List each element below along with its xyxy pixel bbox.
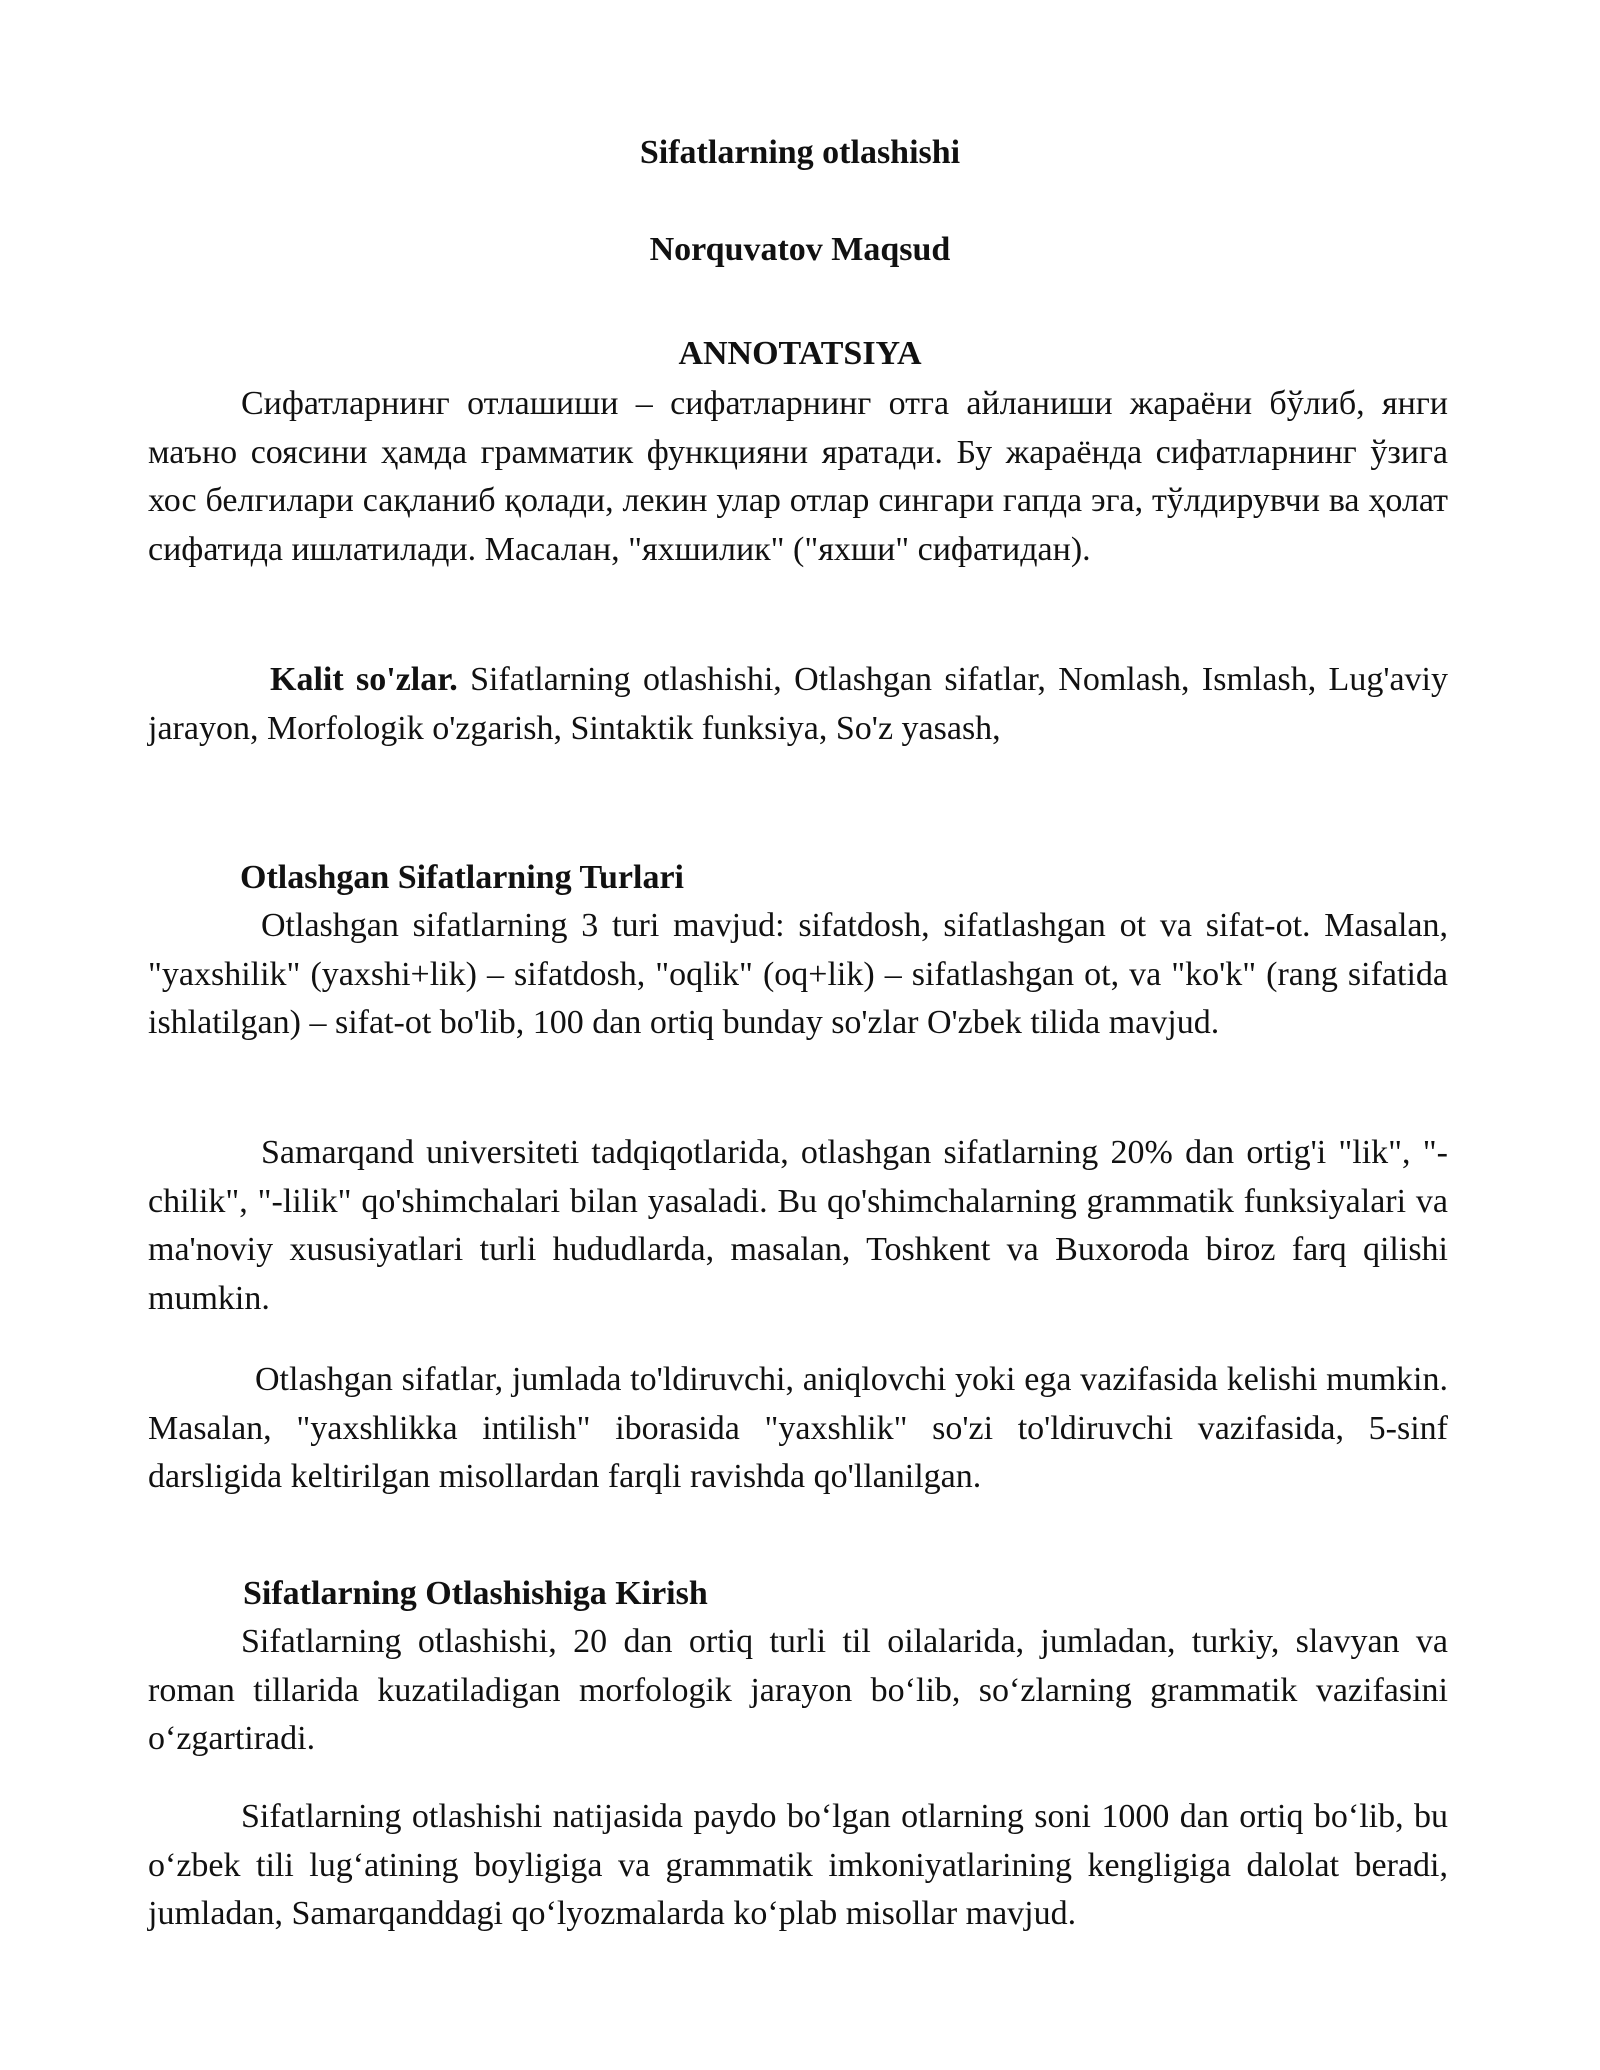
section-intro-para-2 [148, 1793, 1448, 1939]
section-types-para-1 [148, 902, 1448, 1048]
paragraph: Sifatlarning otlashishi, 20 dan ortiq turli til oilalarida, jumladan, turkiy, slavyan va roman tillarida kuzatiladigan morfologik jarayon bo‘lib, so‘zlarning grammatik vazifasini o‘zgartiradi. [148, 1623, 1448, 1757]
keywords-block [148, 656, 1448, 753]
annotation-paragraph: Сифатларнинг отлашиши – сифатларнинг отга айланиши жараёни бўлиб, янги маъно соясини ҳамда грамматик функцияни яратади. Бу жараёнда сифатларнинг ўзига хос белгилари сақланиб қолади, лекин улар отлар сингари гапда эга, тўлдирувчи ва ҳолат сифатида ишлатилади. Масалан, "яхшилик" ("яхши" сифатидан). [148, 385, 1448, 568]
section-intro-para-1 [148, 1618, 1448, 1764]
section-heading-types: Otlashgan Sifatlarning Turlari [240, 859, 684, 896]
section-heading-introduction: Sifatlarning Otlashishiga Kirish [243, 1575, 708, 1612]
annotation-heading: ANNOTATSIYA [678, 335, 922, 372]
author-name: Norquvatov Maqsud [649, 231, 951, 268]
section-types-para-3 [148, 1356, 1448, 1502]
document-title: Sifatlarning otlashishi [639, 134, 961, 171]
annotation-body [148, 380, 1448, 574]
paragraph: Otlashgan sifatlar, jumlada to'ldiruvchi, aniqlovchi yoki ega vazifasida kelishi mumkin. Masalan, "yaxshlikka intilish" iborasida "yaxshlik" so'zi to'ldiruvchi vazifasida, 5-sinf darsligida keltirilgan misollardan farqli ravishda qo'llanilgan. [148, 1361, 1448, 1495]
paragraph: Otlashgan sifatlarning 3 turi mavjud: sifatdosh, sifatlashgan ot va sifat-ot. Masalan, "yaxshilik" (yaxshi+lik) – sifatdosh, "oqlik" (oq+lik) – sifatlashgan ot, va "ko'k" (rang sifatida ishlatilgan) – sifat-ot bo'lib, 100 dan ortiq bunday so'zlar O'zbek tilida mavjud. [148, 907, 1448, 1041]
paragraph: Sifatlarning otlashishi natijasida paydo bo‘lgan otlarning soni 1000 dan ortiq bo‘lib, bu o‘zbek tili lug‘atining boyligiga va grammatik imkoniyatlarining kengligiga dalolat beradi, jumladan, Samarqanddagi qo‘lyozmalarda ko‘plab misollar mavjud. [148, 1798, 1448, 1932]
keywords-list: Sifatlarning otlashishi, Otlashgan sifatlar, Nomlash, Ismlash, Lug'aviy jarayon, Morfologik o'zgarish, Sintaktik funksiya, So'z yasash, [148, 661, 1448, 747]
section-types-para-2 [148, 1129, 1448, 1323]
paragraph: Samarqand universiteti tadqiqotlarida, otlashgan sifatlarning 20% dan ortig'i "lik", "-chilik", "-lilik" qo'shimchalari bilan yasaladi. Bu qo'shimchalarning grammatik funksiyalari va ma'noviy xususiyatlari turli hududlarda, masalan, Toshkent va Buxoroda biroz farq qilishi mumkin. [148, 1134, 1448, 1317]
keywords-paragraph [148, 656, 1448, 753]
keywords-label: Kalit so'zlar. [270, 661, 458, 698]
